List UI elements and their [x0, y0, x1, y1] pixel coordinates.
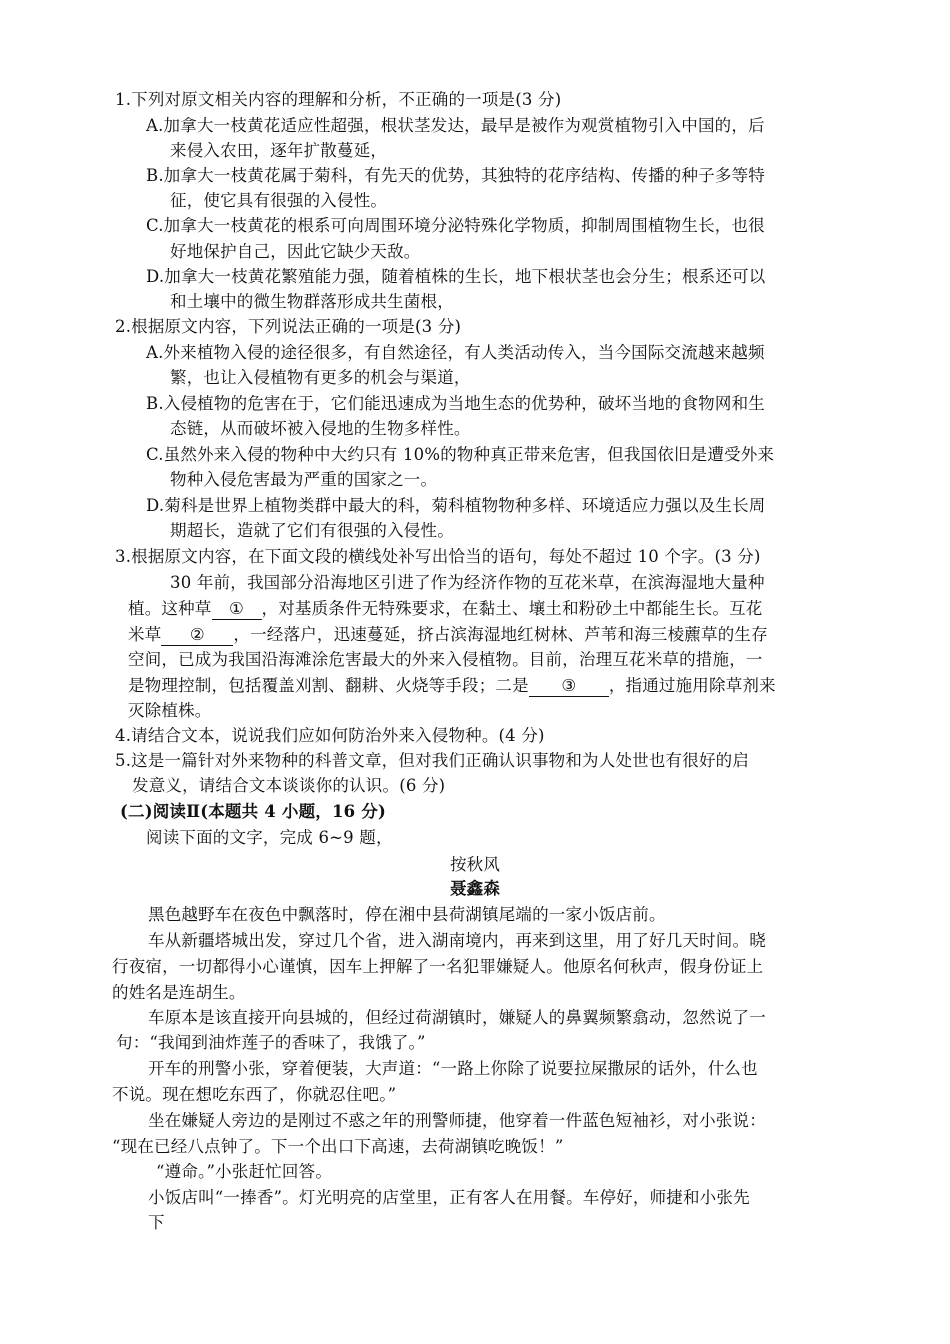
- story-paragraph-4-line-2: 不说。现在想吃东西了，你就忍住吧。”: [112, 1085, 397, 1104]
- question-2-option-a-cont: 繁，也让入侵植物有更多的机会与渠道，: [170, 368, 471, 387]
- story-paragraph-4-line-1: 开车的刑警小张，穿着便装，大声道：“一路上你除了说要拉屎撒尿的话外，什么也: [148, 1059, 758, 1078]
- question-3-passage-line-2: [128, 597, 763, 621]
- question-1-option-c: C.加拿大一枝黄花的根系可向周围环境分泌特殊化学物质，抑制周围植物生长，也很: [146, 216, 765, 235]
- passage-text: ，对基质条件无特殊要求，在黏土、壤土和粉砂土中都能生长。互花: [261, 599, 763, 618]
- question-5-stem: 5.这是一篇针对外来物种的科普文章，但对我们正确认识事物和为人处世也有很好的启: [115, 751, 750, 770]
- question-1-option-c-cont: 好地保护自己，因此它缺少天敌。: [170, 242, 421, 261]
- fill-blank-3[interactable]: ③: [529, 676, 609, 697]
- story-paragraph-1: 黑色越野车在夜色中飘落时，停在湘中县荷湖镇尾端的一家小饭店前。: [148, 905, 666, 924]
- story-paragraph-3-line-1: 车原本是该直接开向县城的，但经过荷湖镇时，嫌疑人的鼻翼频繁翕动，忽然说了一: [148, 1008, 766, 1027]
- passage-text: 植。这种草: [128, 599, 212, 618]
- question-3-passage-line-3: [128, 623, 768, 647]
- story-paragraph-5-line-1: 坐在嫌疑人旁边的是刚过不惑之年的刑警师捷，他穿着一件蓝色短袖衫，对小张说：: [148, 1111, 766, 1130]
- story-paragraph-2-line-3: 的姓名是连胡生。: [112, 983, 246, 1002]
- passage-text: ，指通过施用除草剂来: [608, 676, 776, 695]
- question-1-option-d-cont: 和土壤中的微生物群落形成共生菌根，: [170, 292, 454, 311]
- fill-blank-2[interactable]: ②: [161, 625, 233, 646]
- question-1-stem: 1.下列对原文相关内容的理解和分析，不正确的一项是(3 分): [115, 90, 562, 109]
- story-paragraph-7-line-1: 小饭店叫“一捧香”。灯光明亮的店堂里，正有客人在用餐。车停好，师捷和小张先: [148, 1188, 750, 1207]
- story-paragraph-7-line-2: 下: [148, 1213, 165, 1232]
- story-paragraph-2-line-2: 行夜宿，一切都得小心谨慎，因车上押解了一名犯罪嫌疑人。他原名何秋声，假身份证上: [112, 957, 764, 976]
- passage-text: 米草: [128, 625, 162, 644]
- question-3-passage-line-6: 灭除植株。: [128, 701, 212, 720]
- question-2-option-b: B.入侵植物的危害在于，它们能迅速成为当地生态的优势种，破坏当地的食物网和生: [146, 394, 765, 413]
- question-2-option-b-cont: 态链，从而破坏被入侵地的生物多样性。: [170, 419, 471, 438]
- story-paragraph-2-line-1: 车从新疆塔城出发，穿过几个省，进入湖南境内，再来到这里，用了好几天时间。晓: [148, 931, 766, 950]
- story-paragraph-5-line-2: “现在已经八点钟了。下一个出口下高速，去荷湖镇吃晚饭！”: [112, 1137, 564, 1156]
- section-2-header: (二)阅读Ⅱ(本题共 4 小题，16 分): [120, 802, 387, 821]
- question-1-option-d: D.加拿大一枝黄花繁殖能力强，随着植株的生长，地下根状茎也会分生；根系还可以: [146, 267, 766, 286]
- question-4-stem: 4.请结合文本，说说我们应如何防治外来入侵物种。(4 分): [115, 726, 545, 745]
- question-2-option-c: C.虽然外来入侵的物种中大约只有 10%的物种真正带来危害，但我国依旧是遭受外来: [146, 445, 775, 464]
- passage-text: ，一经落户，迅速蔓延，挤占滨海湿地红树林、芦苇和海三棱藨草的生存: [233, 625, 768, 644]
- question-1-option-b: B.加拿大一枝黄花属于菊科，有先天的优势，其独特的花序结构、传播的种子多等特: [146, 166, 765, 185]
- question-5-stem-cont: 发意义，请结合文本谈谈你的认识。(6 分): [132, 776, 446, 795]
- fill-blank-1[interactable]: ①: [212, 599, 262, 620]
- story-title: 按秋风: [449, 855, 501, 874]
- question-1-option-a-cont: 来侵入农田，逐年扩散蔓延，: [170, 141, 388, 160]
- story-paragraph-3-line-2: 句：“我闻到油炸莲子的香味了，我饿了。”: [116, 1033, 426, 1052]
- question-1-option-a: A.加拿大一枝黄花适应性超强，根状茎发达，最早是被作为观赏植物引入中国的，后: [146, 116, 765, 135]
- question-3-stem: 3.根据原文内容，在下面文段的横线处补写出恰当的语句，每处不超过 10 个字。(3 分): [115, 547, 761, 566]
- question-3-passage-line-5: [128, 674, 776, 698]
- question-3-passage-line-4: 空间，已成为我国沿海滩涂危害最大的外来入侵植物。目前，治理互花米草的措施，一: [128, 650, 763, 669]
- story-paragraph-6: “遵命。”小张赶忙回答。: [156, 1162, 333, 1181]
- question-2-option-d-cont: 期超长，造就了它们有很强的入侵性。: [170, 521, 454, 540]
- question-2-option-c-cont: 物种入侵危害最为严重的国家之一。: [170, 470, 438, 489]
- story-author: 聂鑫森: [449, 879, 501, 898]
- question-2-stem: 2.根据原文内容，下列说法正确的一项是(3 分): [115, 317, 462, 336]
- section-2-instruction: 阅读下面的文字，完成 6~9 题，: [146, 828, 393, 847]
- question-3-passage-line-1: 30 年前，我国部分沿海地区引进了作为经济作物的互花米草，在滨海湿地大量种: [170, 573, 765, 592]
- question-2-option-a: A.外来植物入侵的途径很多，有自然途径，有人类活动传入，当今国际交流越来越频: [146, 343, 765, 362]
- passage-text: 是物理控制，包括覆盖刈割、翻耕、火烧等手段；二是: [128, 676, 529, 695]
- question-2-option-d: D.菊科是世界上植物类群中最大的科，菊科植物物种多样、环境适应力强以及生长周: [146, 496, 766, 515]
- question-1-option-b-cont: 征，使它具有很强的入侵性。: [170, 191, 388, 210]
